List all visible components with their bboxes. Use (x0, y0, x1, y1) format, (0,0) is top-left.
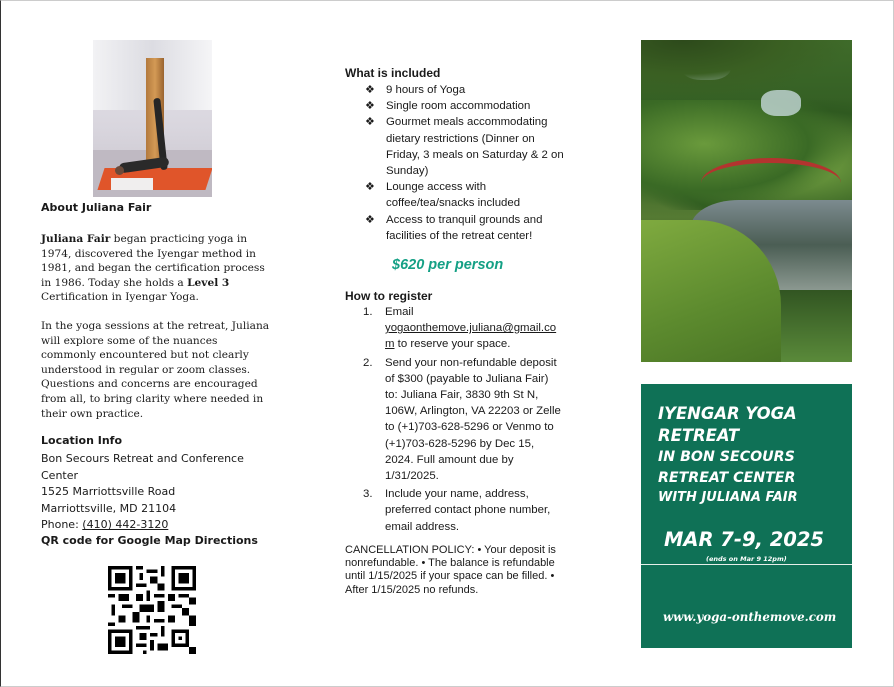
diamond-bullet-icon: ❖ (365, 116, 375, 129)
about-paragraph-1 (41, 232, 271, 305)
venue-name: Bon Secours Retreat and Conference Center (41, 452, 244, 482)
headline-line-4: RETREAT CENTER (658, 469, 796, 486)
headline-line-2: RETREAT (658, 426, 740, 445)
register-step-1: 1. Email yogaonthemove.juliana@gmail.com to reserve your space. (363, 306, 557, 351)
phone-label: Phone: (41, 518, 83, 531)
list-item: ❖ Gourmet meals accommodating dietary restrictions (Dinner on Friday, 3 meals on Saturday & 2 on Sunday) (365, 116, 564, 178)
diamond-bullet-icon: ❖ (365, 213, 375, 226)
list-item: ❖ 9 hours of Yoga (365, 82, 565, 98)
qr-heading: QR code for Google Map Directions (41, 534, 258, 547)
headline-line-3: IN BON SECOURS (658, 449, 795, 465)
diamond-bullet-icon: ❖ (365, 100, 375, 113)
about-name: Juliana Fair (41, 233, 111, 245)
diamond-bullet-icon: ❖ (365, 84, 375, 96)
about-text-a: began practicing yoga in 1974, discovered the Iyengar method in 1981, and began the certification process in 1986. Today she holds a (41, 233, 265, 289)
list-item: ❖ Access to tranquil grounds and facilities of the retreat center! (365, 213, 543, 242)
panel-divider (641, 564, 852, 565)
yoga-pose-photo (93, 40, 212, 197)
list-item: ❖ Lounge access with coffee/tea/snacks included (365, 181, 521, 210)
retreat-dates: MAR 7-9, 2025 (664, 528, 824, 551)
register-heading: How to register (345, 289, 433, 303)
included-heading: What is included (345, 66, 441, 80)
list-item: ❖ Single room accommodation (365, 98, 565, 114)
about-heading: About Juliana Fair (41, 201, 152, 214)
included-list (365, 82, 565, 244)
about-text-b: Certification in Iyengar Yoga. (41, 291, 199, 304)
diamond-bullet-icon: ❖ (365, 181, 375, 194)
register-step-3: 3. Include your name, address, preferred contact phone number, email address. (363, 488, 551, 533)
phone-line (41, 517, 261, 534)
city-state-zip: Marriottsville, MD 21104 (41, 501, 177, 515)
about-level: Level 3 (187, 276, 230, 289)
end-time-note: (ends on Mar 9 12pm) (706, 555, 787, 563)
location-heading: Location Info (41, 434, 123, 447)
email-link[interactable]: yogaonthemove.juliana@gmail.com (385, 322, 557, 351)
headline-line-1: IYENGAR YOGA (658, 404, 797, 423)
about-paragraph-2: In the yoga sessions at the retreat, Juliana will explore some of the nuances commonly encountered but not clearly understood in regular or zoom classes. Questions and concerns are encouraged from all, to bring clarity where needed in their own practice. (41, 320, 270, 420)
street-address: 1525 Marriottsville Road (41, 485, 176, 498)
phone-link[interactable]: (410) 442-3120 (82, 518, 169, 531)
cancellation-policy: CANCELLATION POLICY: • Your deposit is nonrefundable. • The balance is refundable until 1/15/2025 if your space can be filled. • After 1/15/2025 no refunds. (345, 544, 556, 596)
location-address (41, 451, 261, 534)
headline-line-5: WITH JULIANA FAIR (658, 490, 798, 505)
retreat-headline (658, 403, 848, 509)
website-link[interactable]: www.yoga-onthemove.com (663, 610, 837, 624)
retreat-grounds-photo (641, 40, 852, 362)
qr-code[interactable] (108, 566, 196, 654)
register-steps (363, 304, 563, 535)
register-step-2: 2. Send your non-refundable deposit of $300 (payable to Juliana Fair) to: Juliana Fair, 3830 9th St N, 106W, Arlington, VA 22203 or Zelle to (+1)703-628-5296 or Venmo to (+1)703-628-5296 by Dec 15, 2024. Full amount due by 1/31/2025. (363, 356, 561, 483)
price: $620 per person (392, 257, 504, 273)
